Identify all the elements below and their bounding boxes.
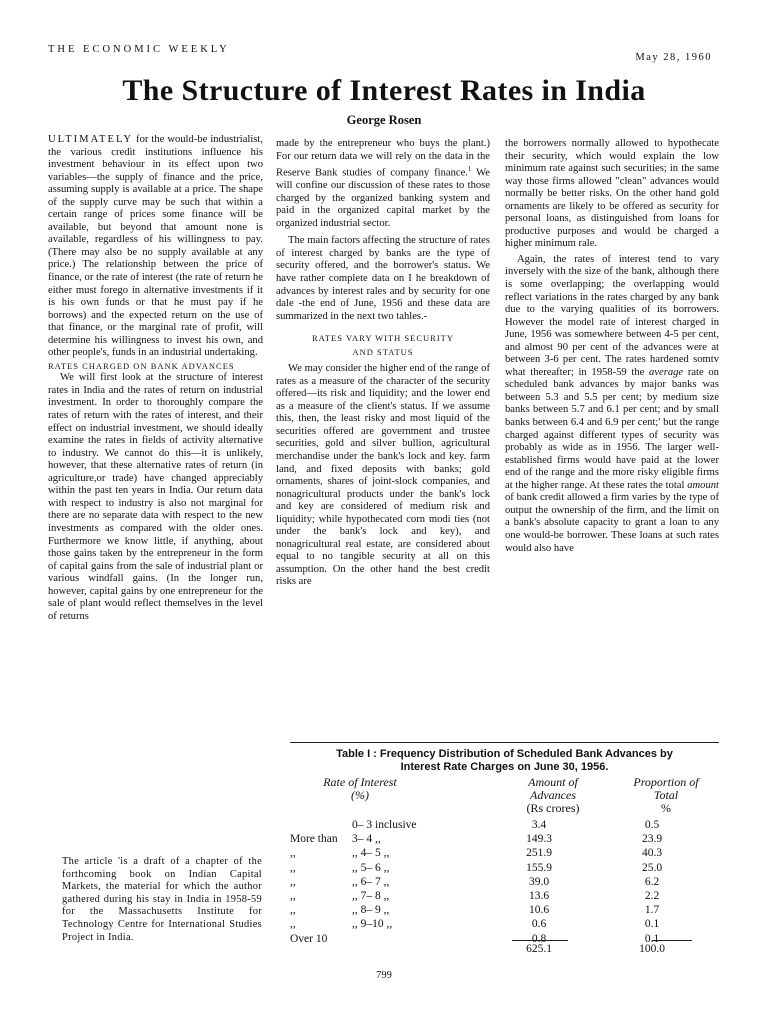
- header-amount: [505, 776, 601, 815]
- row-proportion: 0.5: [644, 819, 660, 831]
- emphasis-amount: amount: [687, 479, 719, 491]
- col3-p2-text-a: Again, the rates of interest tend to vary inversely with the size of the bank, although there is some overlapping; the overlapping would reflect variations in the rates charged by any bank due to the varying qualities of its borrowers. However the model rate of interest charged in June, 1956 was somewhere between 4-5 per cent, and almost 90 per cent of the advances were at between 3-6 per cent. The rates hardened somtv what thereafter; in 1958-59 the: [505, 253, 719, 378]
- journal-name: THE ECONOMIC WEEKLY: [48, 44, 230, 55]
- row-proportion: 25.0: [641, 861, 663, 874]
- table-row: [290, 846, 720, 860]
- section-heading-bank-advances: RATES CHARGED ON BANK ADVANCES: [48, 360, 235, 371]
- row-rate: ,, 7– 8 ,,: [352, 889, 390, 902]
- row-rate: 3– 4 ,,: [352, 833, 381, 846]
- row-prefix: ,,: [290, 875, 296, 888]
- table-body: [290, 818, 720, 946]
- row-rate: ,, 8– 9 ,,: [352, 904, 390, 917]
- lead-word: ULTIMATELY: [48, 134, 134, 145]
- header-proportion-line-3: %: [661, 801, 671, 815]
- col3-p2-text-c: of bank credit allowed a firm varies by the type of output the ownership of the firm, and the limit on a bank's absolute capacity to grant a loan to any one would-be borrower. These loans at such rates would also have: [505, 492, 719, 554]
- row-amount: 39.0: [528, 875, 550, 888]
- row-rate: ,, 6– 7 ,,: [352, 875, 390, 888]
- row-prefix: ,,: [290, 861, 296, 874]
- author-footnote: [62, 856, 262, 944]
- col1-p1-text: for the would-be industrialist, the various credit institutions influence his investment behaviour in its effect upon two variables—the supply of finance and the price, assuming supply is available at a price. The shape of the supply curve may be such that within a certain range of prices some finance will be available, but beyond that amount none is available, regardless of his willingness to pay. (There may also be no supply available at any price.) The relationship between the price of finance, or the rate of interest (the rate of return he either must forego in alternative investments if it is his own funds or that he must pay if he borrows) and the expected return on the use of that finance, or the marginal rate of profit, will determine his willingness to invest his own, and other people's, funds in an industrial undertaking.: [48, 134, 263, 359]
- row-rate: ,, 5– 6 ,,: [352, 861, 390, 874]
- header-amount-line-2: Advances: [530, 788, 576, 802]
- row-amount: 0.8: [531, 932, 547, 945]
- col3-p2-text-b: rate on scheduled bank advances by major banks was between 5.3 and 5.5 per cent; by medium size banks between 5.7 and 6.1 per cent; and by small banks between 6.4 and 6.9 per cent;' but the range charged against different types of security was probably as wide as in 1956. The larger well-established firms would have paid at the lower end of the range and the more risky eligible firms at the higher range. At these rates the total: [505, 366, 719, 491]
- header-amount-line-3: (Rs crores): [526, 801, 580, 815]
- table-row: [290, 917, 720, 931]
- row-proportion: 23.9: [641, 833, 663, 846]
- header-rate: [300, 776, 420, 802]
- col2-paragraph-3: We may consider the higher end of the range of rates as a measure of the character of the security offered—its risk and liquidity; and the lower end as a measure of the client's status. If we assume this, then, the least risky and most liquid of the securities offered are government and trustee securities, gold and silver bullion, agricultural merchandise under the bank's lock and key. farm land, and fixed deposits with banks; gold ornaments, shares of joint-slock companies, and nonagricultural products under the bank's lock and key are considered of medium risk and liquidity; while hypothecated corn modi ties (not under the bank's lock and key), and nonagricultural real estate, are considered about equal to no tangible security at all on this assumption. On the other hand the best credit risks are: [276, 363, 490, 588]
- row-amount: 10.6: [528, 904, 550, 917]
- col2-paragraph-1: [276, 138, 490, 230]
- proportion-sum-rule: [652, 940, 692, 941]
- col2-p1-text: made by the entrepreneur who buys the plant.) For our return data we will rely on the data in the Reserve Bank studies of company finance.: [276, 138, 490, 179]
- col2-paragraph-2: The main factors affecting the structure of rates of interest charged by banks are the type of security offered, and the borrower's status. We have rather complete data on I he breakdown of advances by interest rales and by security for one dale -the end of June, 1956 and these data are summarized in the next two tahles.-: [276, 235, 490, 322]
- table-row: [290, 889, 720, 903]
- col1-paragraph-1: [48, 134, 263, 360]
- table-title: [290, 748, 719, 774]
- row-amount: 155.9: [526, 861, 552, 874]
- table-top-rule: [290, 742, 719, 743]
- table-title-line-1: Table I : Frequency Distribution of Scheduled Bank Advances by: [336, 748, 673, 760]
- emphasis-average: average: [649, 366, 684, 378]
- column-1: [48, 134, 263, 623]
- row-proportion: 1.7: [644, 904, 660, 917]
- header-amount-line-1: Amount of: [528, 775, 578, 789]
- footnote-ref: 1: [467, 165, 472, 174]
- col2-p1-text-b: We will confine our discussion of these rates to those charged by the organized banking system and paid in the organized capital market by the organized industrial sector.: [276, 167, 490, 229]
- row-amount: 13.6: [528, 889, 550, 902]
- table-row: [290, 832, 720, 846]
- row-prefix: ,,: [290, 904, 296, 917]
- row-amount: 0.6: [531, 918, 547, 931]
- page-number: 799: [376, 970, 392, 981]
- total-proportion: 100.0: [639, 943, 665, 955]
- table-row: [290, 818, 720, 832]
- row-amount: 149.3: [526, 833, 552, 846]
- row-rate: ,, 4– 5 ,,: [352, 847, 390, 860]
- row-prefix: ,,: [290, 889, 296, 902]
- row-rate: 0– 3 inclusive: [352, 819, 417, 831]
- article-title: The Structure of Interest Rates in India: [122, 74, 646, 107]
- section-heading-line-1: RATES VARY WITH SECURITY: [312, 333, 454, 344]
- total-amount: 625.1: [526, 943, 552, 955]
- header-rate-line-2: (%): [351, 788, 369, 802]
- row-prefix: ,,: [290, 847, 296, 860]
- column-2: [276, 138, 490, 589]
- section-heading-line-2: AND STATUS: [352, 347, 414, 358]
- header-rate-line-1: Rate of Interest: [323, 775, 397, 789]
- table-row: [290, 875, 720, 889]
- amount-sum-rule: [512, 940, 568, 941]
- col3-paragraph-2: [505, 254, 719, 555]
- header-proportion: [618, 776, 714, 815]
- row-rate: ,, 9–10 ,,: [352, 918, 393, 931]
- table-title-line-2: Interest Rate Charges on June 30, 1956.: [400, 761, 609, 773]
- row-prefix: ,,: [290, 918, 296, 931]
- row-prefix: Over 10: [290, 932, 328, 945]
- row-proportion: 2.2: [644, 889, 660, 902]
- col3-paragraph-1: the borrowers normally allowed to hypothecate their security, which would explain the low minimum rate against such securities; in the same way those firms allowed "clean" advances would normally be better risks. On the other hand gold ornaments are likely to be offered as security for personal loans, as distinguished from loans for productive purposes and would be charged a higher minimum rale.: [505, 138, 719, 250]
- table-row: [290, 861, 720, 875]
- row-prefix: More than: [290, 833, 338, 846]
- row-proportion: 0.1: [644, 918, 660, 931]
- col1-paragraph-2: We will first look at the structure of interest rates in India and the rates of return on industrial investment. In order to thoroughly compare the rates of return with the rates of interest, and their effect on industrial investment, we should ideally examine the rates in fields of activity alternative to industry. We cannot do this—it is unlikely, however, that these alternative rates of return (in agriculture,or trade) have changed appreciably within the past ten years in India. Our return data with respect to industry is also not marginal for there are no separate data with respect to the new investments as compared with the older ones. Furthermore we know little, if anything, about those gains taken by the entrepreneur in the form of capital gains from the sale of industrial plant or various windfall gains. (In the longer run, however, capital gains by one entrepreneur for the sale of plant would reflect themselves in the level of returns: [48, 372, 263, 622]
- header-proportion-line-1: Proportion of: [633, 775, 699, 789]
- author-name: George Rosen: [346, 113, 422, 127]
- column-3: [505, 138, 719, 555]
- row-proportion: 40.3: [641, 847, 663, 860]
- issue-date: May 28, 1960: [635, 52, 712, 63]
- footnote-text: The article 'is a draft of a chapter of the forthcoming book on Indian Capital Markets, the material for which the author gathered during his stay in India in 1958-59 for the Massachusetts Institute for Technology Centre for International Studies Project in India.: [62, 856, 262, 943]
- header-proportion-line-2: Total: [653, 788, 679, 802]
- row-proportion: 0.1: [644, 932, 660, 945]
- table-row: [290, 903, 720, 917]
- row-amount: 3.4: [531, 819, 547, 831]
- row-proportion: 6.2: [644, 875, 660, 888]
- section-heading-security: [276, 331, 490, 359]
- row-amount: 251.9: [526, 847, 552, 860]
